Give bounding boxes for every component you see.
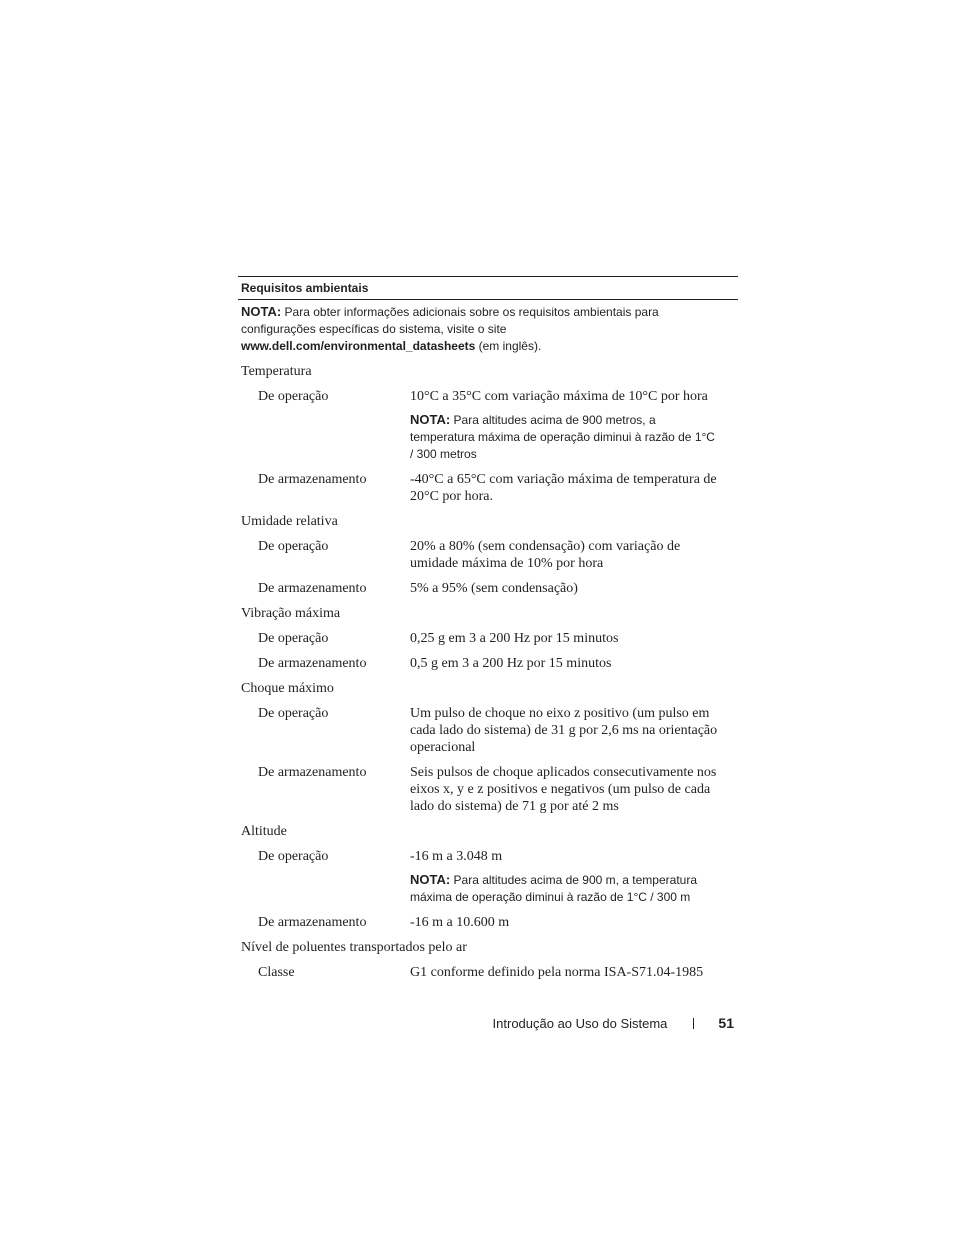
inline-note: [410, 871, 718, 906]
inline-note: [410, 411, 718, 463]
table-row: [238, 580, 738, 597]
row-value-text: 10°C a 35°C com variação máxima de 10°C por hora: [410, 389, 708, 404]
table-row: [238, 705, 738, 756]
footer-title: Introdução ao Uso do Sistema: [492, 1016, 668, 1031]
row-value: Seis pulsos de choque aplicados consecutivamente nos eixos x, y e z positivos e negativos (um pulso de cada lado do sistema) de 71 g por até 2 ms: [410, 765, 717, 814]
section-vibracao: Vibração máxima: [241, 606, 341, 621]
top-note: [238, 300, 721, 355]
row-label: De armazenamento: [258, 472, 367, 487]
row-value: G1 conforme definido pela norma ISA-S71.04-1985: [410, 965, 704, 980]
page-footer: [380, 1014, 734, 1033]
section-title: Requisitos ambientais: [238, 276, 738, 300]
row-label: De armazenamento: [258, 581, 367, 596]
table-row: [238, 964, 738, 981]
section-altitude: Altitude: [241, 824, 287, 839]
row-value: 0,5 g em 3 a 200 Hz por 15 minutos: [410, 656, 612, 671]
row-label: De armazenamento: [258, 915, 367, 930]
table-row: [238, 630, 738, 647]
table-row: [238, 538, 738, 572]
page-number: 51: [718, 1015, 734, 1031]
row-value: [410, 848, 718, 906]
footer-divider: [693, 1018, 694, 1029]
table-row: [238, 655, 738, 672]
row-value: 5% a 95% (sem condensação): [410, 581, 578, 596]
note-label: NOTA:: [410, 872, 451, 887]
row-label: De operação: [258, 706, 329, 721]
row-value: -40°C a 65°C com variação máxima de temperatura de 20°C por hora.: [410, 472, 717, 504]
table-row: [238, 764, 738, 815]
environmental-requirements-table: [238, 276, 738, 981]
row-value-text: -16 m a 3.048 m: [410, 849, 503, 864]
note-suffix: (em inglês).: [475, 339, 542, 353]
note-label: NOTA:: [410, 412, 451, 427]
section-choque: Choque máximo: [241, 681, 334, 696]
note-text: Para altitudes acima de 900 m, a temperatura máxima de operação diminui à razão de 1°C / 300 m: [410, 873, 697, 904]
row-label: De operação: [258, 849, 329, 864]
table-row: [238, 471, 738, 505]
row-value: Um pulso de choque no eixo z positivo (um pulso em cada lado do sistema) de 31 g por 2,6 ms na orientação operacional: [410, 706, 718, 755]
row-label: De operação: [258, 631, 329, 646]
section-temperatura: Temperatura: [241, 364, 312, 379]
section-umidade: Umidade relativa: [241, 514, 338, 529]
row-value: 0,25 g em 3 a 200 Hz por 15 minutos: [410, 631, 619, 646]
row-label: Classe: [258, 965, 295, 980]
row-label: De armazenamento: [258, 656, 367, 671]
row-label: De operação: [258, 389, 329, 404]
row-value: -16 m a 10.600 m: [410, 915, 510, 930]
row-value: 20% a 80% (sem condensação) com variação de umidade máxima de 10% por hora: [410, 539, 681, 571]
section-poluentes: Nível de poluentes transportados pelo ar: [241, 940, 467, 955]
table-row: [238, 848, 738, 906]
note-label: NOTA:: [241, 304, 282, 319]
row-value: [410, 388, 718, 463]
note-text: Para altitudes acima de 900 metros, a temperatura máxima de operação diminui à razão de 1°C / 300 metros: [410, 413, 715, 461]
row-label: De armazenamento: [258, 765, 367, 780]
row-label: De operação: [258, 539, 329, 554]
spec-rows: [238, 363, 738, 981]
note-text: Para obter informações adicionais sobre os requisitos ambientais para configurações específicas do sistema, visite o site: [241, 305, 659, 336]
table-row: [238, 388, 738, 463]
table-row: [238, 914, 738, 931]
datasheet-link[interactable]: www.dell.com/environmental_datasheets: [241, 339, 476, 353]
